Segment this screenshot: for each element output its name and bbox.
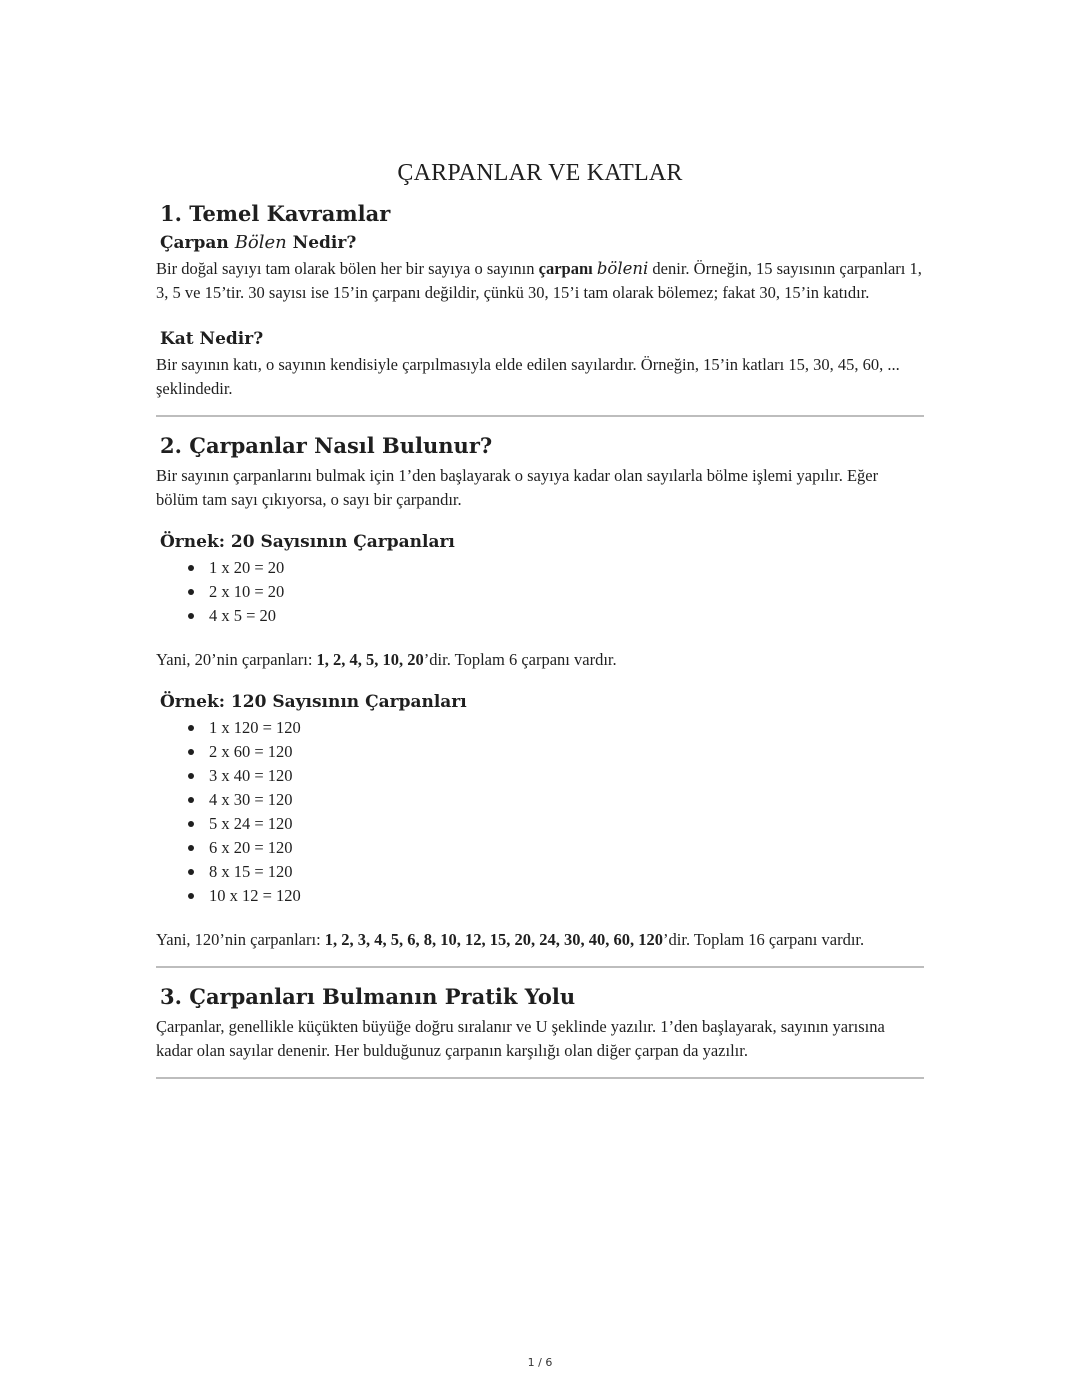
- page-title: ÇARPANLAR VE KATLAR: [397, 160, 683, 186]
- carpan-heading: Çarpan Bölen Nedir?: [160, 232, 357, 253]
- list-item: 1 x 20 = 20: [209, 556, 924, 580]
- section-3-heading: 3. Çarpanları Bulmanın Pratik Yolu: [160, 984, 576, 1009]
- section-divider: [156, 966, 924, 968]
- page-number: 1 / 6: [527, 1356, 553, 1369]
- list-item: 1 x 120 = 120: [209, 716, 924, 740]
- document-page: [156, 160, 924, 1095]
- kat-definition: Bir sayının katı, o sayının kendisiyle çarpılmasıyla elde edilen sayılardır. Örneğin, 15’in katları 15, 30, 45, 60, ... şeklindedir.: [156, 355, 900, 398]
- example-120-heading: Örnek: 120 Sayısının Çarpanları: [160, 692, 467, 712]
- list-item: 2 x 10 = 20: [209, 580, 924, 604]
- list-item: 5 x 24 = 120: [209, 812, 924, 836]
- example-20-list: [156, 556, 924, 628]
- list-item: 3 x 40 = 120: [209, 764, 924, 788]
- section-divider: [156, 415, 924, 417]
- example-120-list: [156, 716, 924, 908]
- list-item: 10 x 12 = 120: [209, 884, 924, 908]
- example-20-summary: Yani, 20’nin çarpanları: 1, 2, 4, 5, 10, 20’dir. Toplam 6 çarpanı vardır.: [156, 650, 617, 669]
- example-120-summary: Yani, 120’nin çarpanları: 1, 2, 3, 4, 5, 6, 8, 10, 12, 15, 20, 24, 30, 40, 60, 120’dir. Toplam 16 çarpanı vardır.: [156, 930, 865, 949]
- kat-heading: Kat Nedir?: [160, 329, 264, 349]
- section-1-heading: 1. Temel Kavramlar: [160, 201, 391, 226]
- section-2-heading: 2. Çarpanlar Nasıl Bulunur?: [160, 433, 493, 458]
- list-item: 6 x 20 = 120: [209, 836, 924, 860]
- example-20-heading: Örnek: 20 Sayısının Çarpanları: [160, 532, 455, 552]
- section-divider: [156, 1077, 924, 1079]
- section-3-text: Çarpanlar, genellikle küçükten büyüğe doğru sıralanır ve U şeklinde yazılır. 1’den başlayarak, sayının yarısına kadar olan sayılar denenir. Her bulduğunuz çarpanın karşılığı olan diğer çarpan da yazılır.: [156, 1017, 885, 1060]
- list-item: 8 x 15 = 120: [209, 860, 924, 884]
- list-item: 2 x 60 = 120: [209, 740, 924, 764]
- carpan-definition: Bir doğal sayıyı tam olarak bölen her bir sayıya o sayının çarpanı böleni denir. Örneğin, 15 sayısının çarpanları 1, 3, 5 ve 15’tir. 30 sayısı ise 15’in çarpanı değildir, çünkü 30, 15’i tam olarak bölemez; fakat 30, 15’in katıdır.: [156, 259, 922, 302]
- list-item: 4 x 30 = 120: [209, 788, 924, 812]
- list-item: 4 x 5 = 20: [209, 604, 924, 628]
- section-2-text: Bir sayının çarpanlarını bulmak için 1’den başlayarak o sayıya kadar olan sayılarla bölme işlemi yapılır. Eğer bölüm tam sayı çıkıyorsa, o sayı bir çarpandır.: [156, 466, 879, 509]
